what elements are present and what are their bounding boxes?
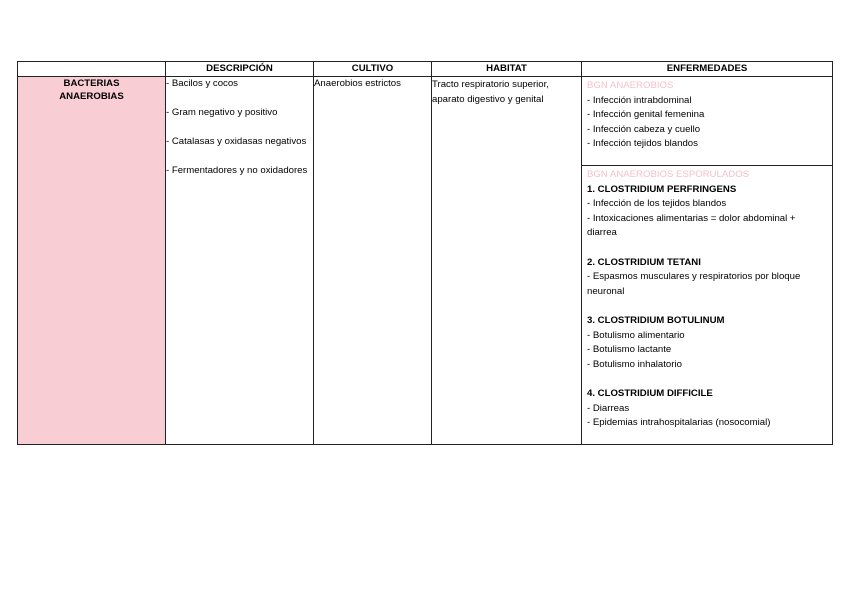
bgn-item: - Infección cabeza y cuello — [587, 123, 701, 135]
description-item: - Fermentadores y no oxidadores — [166, 165, 308, 176]
description-item: - Bacilos y cocos — [166, 78, 238, 89]
species-item: - Epidemias intrahospitalarias (nosocomial) — [587, 417, 771, 429]
bgn-item: - Infección tejidos blandos — [587, 138, 698, 150]
species-item: - Botulismo lactante — [587, 344, 672, 356]
species-item: - Botulismo inhalatorio — [587, 358, 682, 370]
species-item: - Espasmos musculares y respiratorios por bloque neuronal — [587, 271, 801, 297]
esporulados-section — [582, 166, 832, 435]
esporulados-heading: BGN ANAEROBIOS ESPORULADOS — [587, 169, 750, 180]
species-item: - Botulismo alimentario — [587, 329, 685, 341]
category-cell — [18, 77, 166, 445]
category-line-2: ANAEROBIAS — [59, 91, 124, 102]
species-item: - Intoxicaciones alimentarias = dolor abdominal + diarrea — [587, 212, 796, 239]
cultivo-cell — [314, 77, 432, 445]
species-title: 1. CLOSTRIDIUM PERFRINGENS — [587, 183, 737, 195]
species-item: - Infección de los tejidos blandos — [587, 198, 727, 210]
enfermedades-cell — [582, 77, 833, 445]
species-title: 4. CLOSTRIDIUM DIFFICILE — [587, 387, 713, 399]
spacer — [587, 241, 828, 256]
spacer — [587, 299, 828, 314]
anaerobic-bacteria-table — [17, 61, 833, 445]
header-habitat: HABITAT — [432, 62, 582, 77]
spacer — [587, 372, 828, 387]
header-descripcion: DESCRIPCIÓN — [166, 62, 314, 77]
species-title: 3. CLOSTRIDIUM BOTULINUM — [587, 314, 725, 326]
description-item: - Gram negativo y positivo — [166, 107, 278, 118]
header-blank — [18, 62, 166, 77]
habitat-text: Tracto respiratorio superior, aparato digestivo y genital — [432, 79, 549, 105]
bgn-section — [582, 77, 832, 166]
habitat-cell — [432, 77, 582, 445]
header-cultivo: CULTIVO — [314, 62, 432, 77]
header-row — [18, 62, 833, 77]
data-row — [18, 77, 833, 445]
cultivo-text: Anaerobios estrictos — [314, 78, 401, 89]
description-cell — [166, 77, 314, 445]
description-item: - Catalasas y oxidasas negativos — [166, 136, 307, 147]
category-line-1: BACTERIAS — [63, 78, 120, 89]
bgn-item: - Infección genital femenina — [587, 109, 705, 121]
species-title: 2. CLOSTRIDIUM TETANI — [587, 256, 701, 268]
bgn-item: - Infección intrabdominal — [587, 94, 692, 106]
species-item: - Diarreas — [587, 402, 630, 414]
header-enfermedades: ENFERMEDADES — [582, 62, 833, 77]
bgn-heading: BGN ANAEROBIOS — [587, 80, 674, 91]
